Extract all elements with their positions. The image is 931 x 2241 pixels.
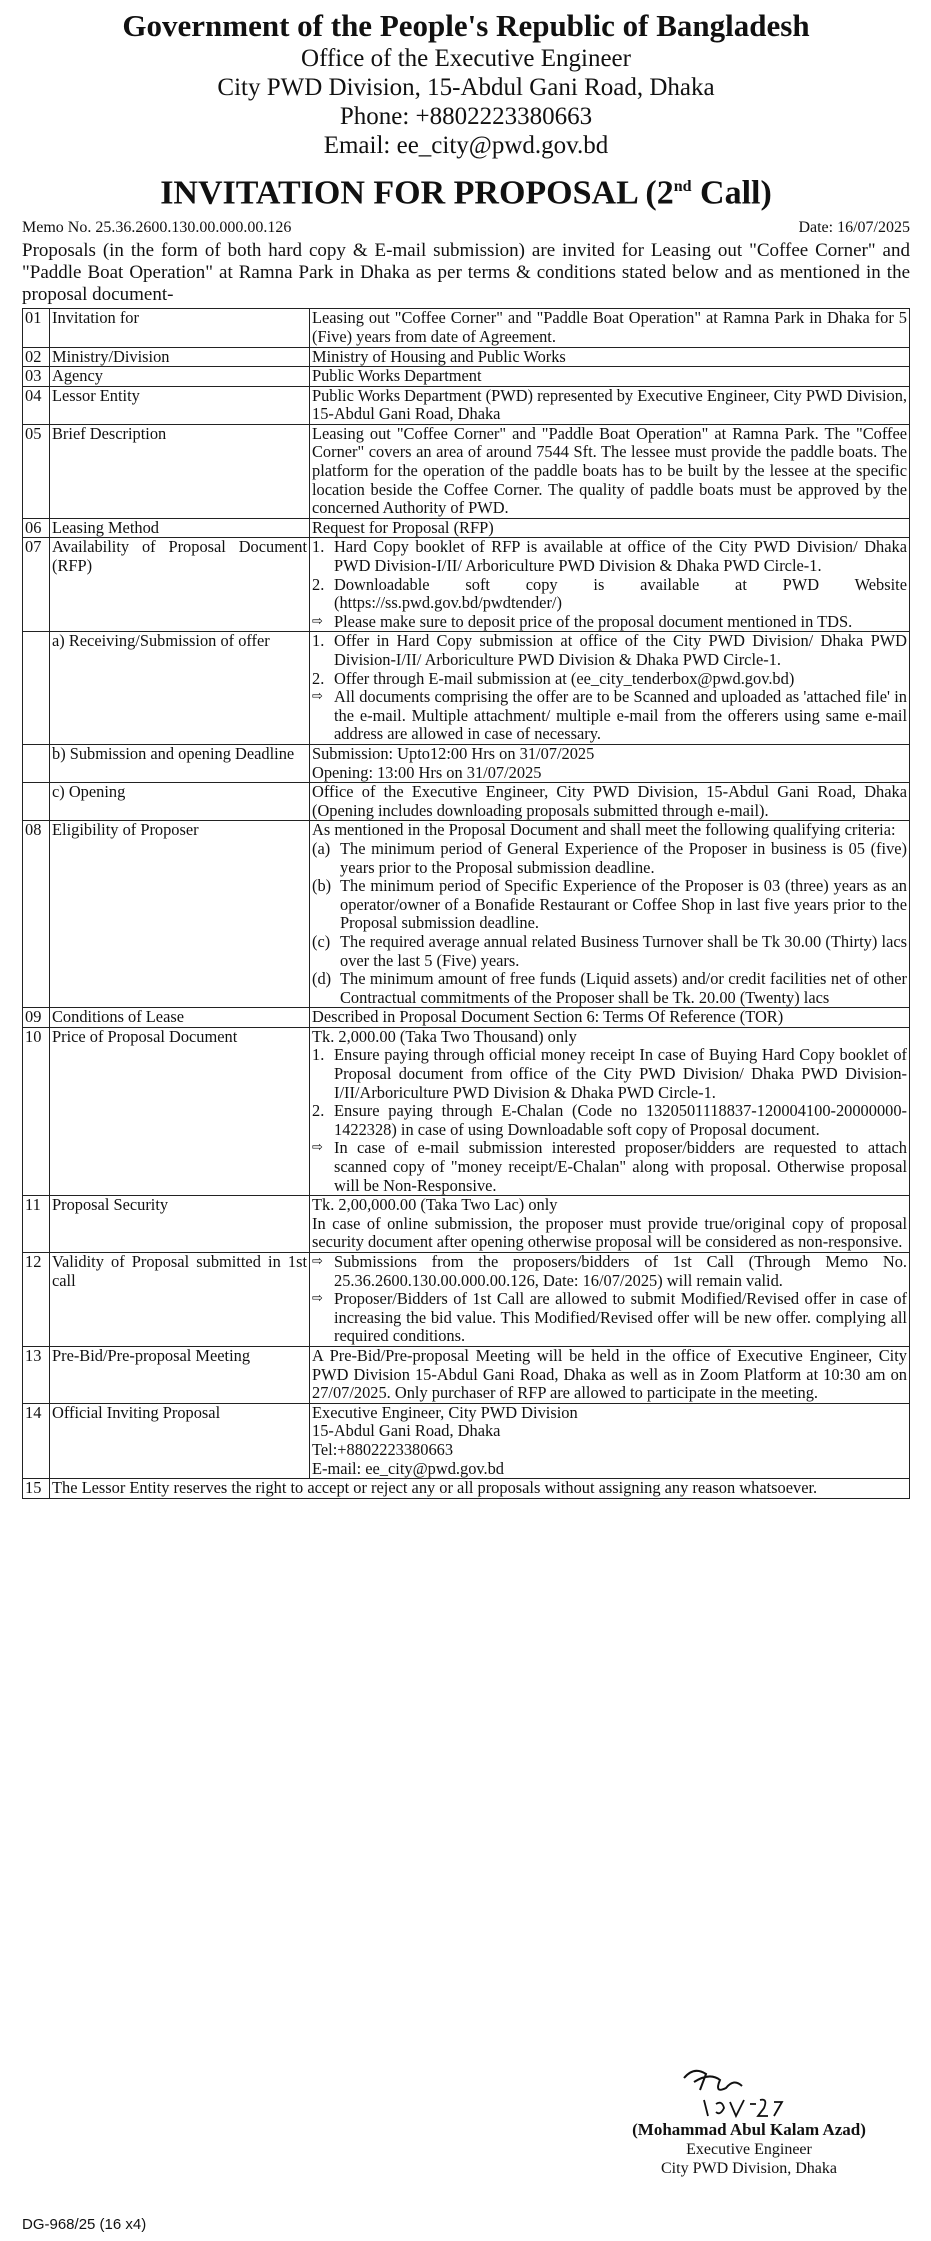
office-email: Email: ee_city@pwd.gov.bd	[323, 132, 609, 159]
opening-time: Opening: 13:00 Hrs on 31/07/2025	[312, 762, 542, 782]
table-row	[23, 538, 910, 632]
row-label: Validity of Proposal submitted in 1st call	[50, 1253, 310, 1347]
row-number: 14	[23, 1403, 50, 1478]
dg-reference: DG-968/25 (16 x4)	[22, 2216, 147, 2233]
row-value: Request for Proposal (RFP)	[310, 518, 910, 538]
row-number: 07	[23, 538, 50, 632]
row-number: 13	[23, 1346, 50, 1403]
table-row	[23, 309, 910, 347]
row-value: The Lessor Entity reserves the right to accept or reject any or all proposals without assigning any reason whatsoever.	[50, 1479, 910, 1499]
row-value	[310, 538, 910, 632]
table-row	[23, 386, 910, 424]
row-label: Pre-Bid/Pre-proposal Meeting	[50, 1346, 310, 1403]
signature-block	[589, 2060, 909, 2178]
list-item: (d) The minimum amount of free funds (Liquid assets) and/or credit facilities net of other Contractual commitments of the Proposer shall be Tk. 20.00 (Twenty) lacs	[312, 969, 907, 1007]
table-row	[23, 1346, 910, 1403]
table-row	[23, 367, 910, 387]
row-label: Eligibility of Proposer	[50, 821, 310, 1008]
row-number: 02	[23, 347, 50, 367]
row-number: 12	[23, 1253, 50, 1347]
office-phone: Phone: +8802223380663	[339, 103, 593, 130]
list-item: 1. Hard Copy booklet of RFP is available at office of the City PWD Division/ Dhaka PWD Division-I/II/ Arboriculture PWD Division & Dhaka PWD Circle-1.	[312, 537, 907, 576]
table-row	[23, 1027, 910, 1195]
row-number: 06	[23, 518, 50, 538]
row-value: Office of the Executive Engineer, City PWD Division, 15-Abdul Gani Road, Dhaka (Opening includes downloading proposals submitted through e-mail).	[310, 783, 910, 821]
table-row	[23, 518, 910, 538]
row-number: 08	[23, 821, 50, 1008]
row-number: 10	[23, 1027, 50, 1195]
row-value: Tk. 2,00,000.00 (Taka Two Lac) only In case of online submission, the proposer must provide true/original copy of proposal security document after opening otherwise proposal will be considered as non-responsive.	[310, 1196, 910, 1253]
memo-row	[22, 218, 910, 238]
row-label: c) Opening	[50, 783, 310, 821]
row-label: a) Receiving/Submission of offer	[50, 632, 310, 745]
row-value	[310, 744, 910, 782]
row-value	[310, 1253, 910, 1347]
list-item: ⇨ Submissions from the proposers/bidders of 1st Call (Through Memo No. 25.36.2600.130.00.000.00.126, Date: 16/07/2025) will remain valid.	[312, 1252, 907, 1290]
handwritten-signature	[589, 2060, 909, 2120]
row-number	[23, 744, 50, 782]
row-value	[310, 632, 910, 745]
row-label: Brief Description	[50, 424, 310, 518]
list-item: ⇨ Please make sure to deposit price of the proposal document mentioned in TDS.	[312, 611, 853, 631]
table-row	[23, 1196, 910, 1253]
row-label: Lessor Entity	[50, 386, 310, 424]
signatory-name: (Mohammad Abul Kalam Azad)	[632, 2120, 866, 2139]
arrow-right-icon: ⇨	[312, 1291, 323, 1307]
table-row	[23, 1253, 910, 1347]
row-number: 09	[23, 1008, 50, 1028]
table-row	[23, 1479, 910, 1499]
row-number: 15	[23, 1479, 50, 1499]
row-label: Price of Proposal Document	[50, 1027, 310, 1195]
row-value: Public Works Department (PWD) represented by Executive Engineer, City PWD Division, 15-Abdul Gani Road, Dhaka	[310, 386, 910, 424]
row-label: Proposal Security	[50, 1196, 310, 1253]
government-title: Government of the People's Republic of Bangladesh	[122, 8, 810, 43]
row-number: 03	[23, 367, 50, 387]
memo-date: Date: 16/07/2025	[798, 219, 910, 237]
notice-page	[22, 8, 910, 1499]
row-label: b) Submission and opening Deadline	[50, 744, 310, 782]
proposal-table	[22, 308, 910, 1498]
row-number	[23, 632, 50, 745]
list-item: ⇨ All documents comprising the offer are to be Scanned and uploaded as 'attached file' in the e-mail. Multiple attachment/ multiple e-mail from the offerers using same e-mail address are allowed in case of necessary.	[312, 687, 907, 744]
arrow-right-icon: ⇨	[312, 1140, 323, 1156]
list-item: ⇨ In case of e-mail submission interested proposer/bidders are requested to attach scanned copy of "money receipt/E-Chalan" along with proposal. Otherwise proposal will be Non-Responsive.	[312, 1138, 907, 1195]
row-value: Leasing out "Coffee Corner" and "Paddle Boat Operation" at Ramna Park in Dhaka for 5 (Five) years from date of Agreement.	[310, 309, 910, 347]
submission-deadline: Submission: Upto12:00 Hrs on 31/07/2025	[312, 743, 595, 763]
row-label: Official Inviting Proposal	[50, 1403, 310, 1478]
document-title: INVITATION FOR PROPOSAL (2nd Call)	[160, 174, 772, 212]
row-label: Ministry/Division	[50, 347, 310, 367]
office-address: City PWD Division, 15-Abdul Gani Road, Dhaka	[217, 74, 715, 101]
row-value: Executive Engineer, City PWD Division 15-Abdul Gani Road, Dhaka Tel:+8802223380663 E-mail: ee_city@pwd.gov.bd	[310, 1403, 910, 1478]
office-name: Office of the Executive Engineer	[301, 45, 631, 72]
table-row	[23, 744, 910, 782]
row-value: Described in Proposal Document Section 6: Terms Of Reference (TOR)	[310, 1008, 910, 1028]
row-value: As mentioned in the Proposal Document and shall meet the following qualifying criteria: (a) The minimum period of General Experience of the Proposer in business is 05 (five) years prior to the Proposal submission deadline. (b) The minimum period of Specific Experience of the Proposer is 03 (three) years as an operator/owner of a Bonafide Restaurant or Coffee Shop in last five years prior to the Proposal submission deadline. (c) The required average annual related Business Turnover shall be Tk 30.00 (Thirty) lacs over the last 5 (Five) years. (d) The minimum amount of free funds (Liquid assets) and/or credit facilities net of other Contractual commitments of the Proposer shall be Tk. 20.00 (Twenty) lacs	[310, 821, 910, 1008]
list-item: (a) The minimum period of General Experience of the Proposer in business is 05 (five) years prior to the Proposal submission deadline.	[312, 838, 907, 877]
row-number	[23, 783, 50, 821]
row-value: Public Works Department	[310, 367, 910, 387]
arrow-right-icon: ⇨	[312, 613, 323, 629]
row-value: A Pre-Bid/Pre-proposal Meeting will be held in the office of Executive Engineer, City PWD Division 15-Abdul Gani Road, Dhaka as well as in Zoom Platform at 10:30 am on 27/07/2025. Only purchaser of RFP are allowed to participate in the meeting.	[310, 1346, 910, 1403]
row-label: Conditions of Lease	[50, 1008, 310, 1028]
table-row	[23, 821, 910, 1008]
table-row	[23, 632, 910, 745]
row-value: Tk. 2,000.00 (Taka Two Thousand) only 1. Ensure paying through official money receipt In case of Buying Hard Copy booklet of Proposal document from office of the City PWD Division/ Dhaka PWD Division-I/II/Arboriculture PWD Division & Dhaka PWD Circle-1. 2. Ensure paying through E-Chalan (Code no 1320501118837-120004100-20000000-1422328) in case of using Downloadable soft copy of Proposal document. ⇨ In case of e-mail submission interested proposer/bidders are requested to attach scanned copy of "money receipt/E-Chalan" along with proposal. Otherwise proposal will be Non-Responsive.	[310, 1027, 910, 1195]
list-item: 2. Offer through E-mail submission at (ee_city_tenderbox@pwd.gov.bd)	[312, 668, 795, 688]
list-item: (b) The minimum period of Specific Experience of the Proposer is 03 (three) years as an operator/owner of a Bonafide Restaurant or Coffee Shop in last five years prior to the Proposal submission deadline.	[312, 876, 907, 933]
row-number: 05	[23, 424, 50, 518]
arrow-right-icon: ⇨	[312, 1254, 323, 1270]
list-item: 1. Ensure paying through official money receipt In case of Buying Hard Copy booklet of Proposal document from office of the City PWD Division/ Dhaka PWD Division-I/II/Arboriculture PWD Division & Dhaka PWD Circle-1.	[312, 1045, 907, 1102]
signatory-office: City PWD Division, Dhaka	[661, 2160, 837, 2177]
table-row	[23, 783, 910, 821]
list-item: 2. Ensure paying through E-Chalan (Code no 1320501118837-120004100-20000000-1422328) in case of using Downloadable soft copy of Proposal document.	[312, 1101, 907, 1139]
table-row	[23, 347, 910, 367]
arrow-right-icon: ⇨	[312, 689, 323, 705]
row-value: Leasing out "Coffee Corner" and "Paddle Boat Operation" at Ramna Park. The "Coffee Corner" covers an area of around 7544 Sft. The lessee must provide the paddle boats. The platform for the operation of the paddle boats has to be built by the lessee at the specific location beside the Coffee Corner. The quality of paddle boats must be approved by the concerned Authority of PWD.	[310, 424, 910, 518]
table-row	[23, 1008, 910, 1028]
table-row	[23, 424, 910, 518]
memo-number: Memo No. 25.36.2600.130.00.000.00.126	[22, 219, 292, 237]
list-item: 2. Downloadable soft copy is available at PWD Website (https://ss.pwd.gov.bd/pwdtender/)	[312, 574, 907, 613]
row-label: Leasing Method	[50, 518, 310, 538]
row-label: Availability of Proposal Document (RFP)	[50, 538, 310, 632]
list-item: (c) The required average annual related Business Turnover shall be Tk 30.00 (Thirty) lacs over the last 5 (Five) years.	[312, 931, 907, 970]
row-number: 11	[23, 1196, 50, 1253]
row-number: 04	[23, 386, 50, 424]
list-item: ⇨ Proposer/Bidders of 1st Call are allowed to submit Modified/Revised offer in case of increasing the bid value. This Modified/Revised offer will be new offer. complying all required conditions.	[312, 1289, 907, 1346]
row-label: Invitation for	[50, 309, 310, 347]
row-label: Agency	[50, 367, 310, 387]
list-item: 1. Offer in Hard Copy submission at office of the City PWD Division/ Dhaka PWD Division-I/II/ Arboriculture PWD Division & Dhaka PWD Circle-1.	[312, 631, 907, 670]
intro-paragraph: Proposals (in the form of both hard copy & E-mail submission) are invited for Leasing out "Coffee Corner" and "Paddle Boat Operation" at Ramna Park in Dhaka as per terms & conditions stated below and as mentioned in the proposal document-	[22, 240, 910, 306]
row-number: 01	[23, 309, 50, 347]
row-value: Ministry of Housing and Public Works	[310, 347, 910, 367]
table-row	[23, 1403, 910, 1478]
letterhead	[22, 8, 910, 214]
signatory-designation: Executive Engineer	[686, 2141, 812, 2158]
